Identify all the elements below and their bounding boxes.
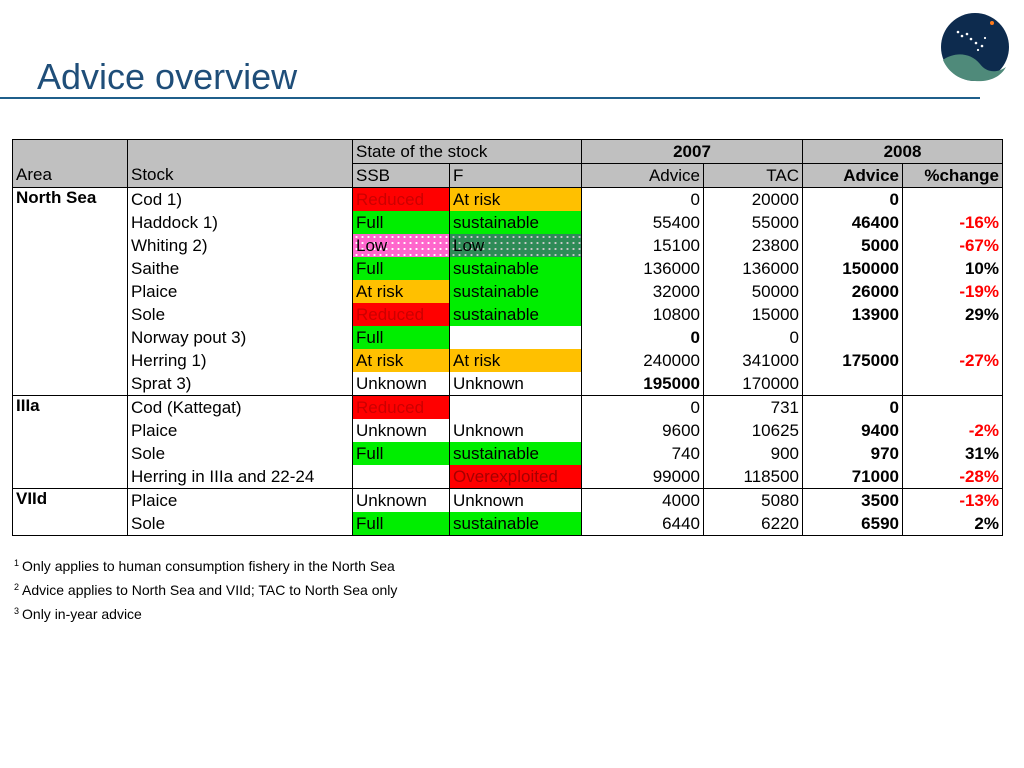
ssb-cell: Full — [353, 442, 450, 465]
advice-2008-cell: 150000 — [803, 257, 903, 280]
header-f: F — [450, 164, 582, 188]
header-state-of-stock: State of the stock — [353, 140, 582, 164]
advice-2008-cell — [803, 372, 903, 396]
table-row — [13, 489, 1003, 513]
ssb-cell: Full — [353, 512, 450, 536]
change-cell: -19% — [903, 280, 1003, 303]
change-cell: 29% — [903, 303, 1003, 326]
stock-cell: Haddock 1) — [128, 211, 353, 234]
advice-2007-cell: 55400 — [582, 211, 704, 234]
area-cell: VIId — [13, 489, 128, 536]
f-cell: Unknown — [450, 372, 582, 396]
footnote-mark: 3 — [14, 606, 20, 616]
stock-cell: Sole — [128, 303, 353, 326]
f-cell: sustainable — [450, 211, 582, 234]
footnote — [14, 554, 397, 578]
table-row — [13, 257, 1003, 280]
f-cell: sustainable — [450, 257, 582, 280]
table-row — [13, 303, 1003, 326]
stock-cell: Cod 1) — [128, 188, 353, 212]
header-area-top — [13, 140, 128, 164]
tac-cell: 20000 — [704, 188, 803, 212]
change-cell: -27% — [903, 349, 1003, 372]
table-row — [13, 442, 1003, 465]
header-ssb: SSB — [353, 164, 450, 188]
header-tac: TAC — [704, 164, 803, 188]
f-cell: Low — [450, 234, 582, 257]
tac-cell: 900 — [704, 442, 803, 465]
ssb-cell: At risk — [353, 349, 450, 372]
change-cell: -67% — [903, 234, 1003, 257]
f-cell — [450, 326, 582, 349]
ssb-cell — [353, 465, 450, 489]
advice-2008-cell: 175000 — [803, 349, 903, 372]
tac-cell: 341000 — [704, 349, 803, 372]
table-row — [13, 188, 1003, 212]
ssb-cell: Reduced — [353, 303, 450, 326]
change-cell — [903, 188, 1003, 212]
footnotes — [14, 554, 397, 626]
table-row — [13, 280, 1003, 303]
header-2008: 2008 — [803, 140, 1003, 164]
advice-2007-cell: 240000 — [582, 349, 704, 372]
ssb-cell: Full — [353, 326, 450, 349]
stock-cell: Norway pout 3) — [128, 326, 353, 349]
constellation-logo-icon — [940, 12, 1010, 82]
tac-cell: 55000 — [704, 211, 803, 234]
advice-2007-cell: 195000 — [582, 372, 704, 396]
advice-2007-cell: 0 — [582, 396, 704, 420]
title-divider — [0, 97, 980, 99]
tac-cell: 136000 — [704, 257, 803, 280]
advice-2007-cell: 15100 — [582, 234, 704, 257]
advice-2007-cell: 6440 — [582, 512, 704, 536]
stock-cell: Herring 1) — [128, 349, 353, 372]
tac-cell: 10625 — [704, 419, 803, 442]
area-cell: North Sea — [13, 188, 128, 396]
table-row — [13, 396, 1003, 420]
advice-2008-cell: 0 — [803, 396, 903, 420]
tac-cell: 5080 — [704, 489, 803, 513]
ssb-cell: Low — [353, 234, 450, 257]
f-cell: Unknown — [450, 489, 582, 513]
table-row — [13, 372, 1003, 396]
advice-2008-cell: 9400 — [803, 419, 903, 442]
f-cell: sustainable — [450, 512, 582, 536]
header-stock: Stock — [128, 164, 353, 188]
tac-cell: 731 — [704, 396, 803, 420]
footnote-text: Only applies to human consumption fishery in the North Sea — [22, 558, 395, 574]
stock-cell: Cod (Kattegat) — [128, 396, 353, 420]
footnote — [14, 602, 397, 626]
header-area: Area — [13, 164, 128, 188]
area-cell: IIIa — [13, 396, 128, 489]
change-cell: -13% — [903, 489, 1003, 513]
stock-cell: Plaice — [128, 489, 353, 513]
advice-2007-cell: 9600 — [582, 419, 704, 442]
footnote-mark: 2 — [14, 582, 20, 592]
f-cell: At risk — [450, 349, 582, 372]
stock-cell: Whiting 2) — [128, 234, 353, 257]
change-cell: -2% — [903, 419, 1003, 442]
advice-2008-cell: 970 — [803, 442, 903, 465]
stock-cell: Saithe — [128, 257, 353, 280]
footnote-mark: 1 — [14, 558, 20, 568]
advice-2008-cell: 26000 — [803, 280, 903, 303]
advice-2007-cell: 32000 — [582, 280, 704, 303]
tac-cell: 118500 — [704, 465, 803, 489]
stock-cell: Plaice — [128, 280, 353, 303]
advice-2007-cell: 0 — [582, 326, 704, 349]
advice-2007-cell: 0 — [582, 188, 704, 212]
change-cell: 10% — [903, 257, 1003, 280]
change-cell: 31% — [903, 442, 1003, 465]
header-advice-2007: Advice — [582, 164, 704, 188]
table-row — [13, 211, 1003, 234]
advice-2008-cell: 71000 — [803, 465, 903, 489]
change-cell — [903, 372, 1003, 396]
header-change: %change — [903, 164, 1003, 188]
tac-cell: 170000 — [704, 372, 803, 396]
tac-cell: 23800 — [704, 234, 803, 257]
header-stock-top — [128, 140, 353, 164]
advice-table — [12, 139, 1003, 536]
table-row — [13, 349, 1003, 372]
advice-2008-cell: 0 — [803, 188, 903, 212]
stock-cell: Sole — [128, 512, 353, 536]
ssb-cell: Unknown — [353, 489, 450, 513]
change-cell — [903, 396, 1003, 420]
f-cell: Unknown — [450, 419, 582, 442]
stock-cell: Sole — [128, 442, 353, 465]
ssb-cell: At risk — [353, 280, 450, 303]
advice-2007-cell: 4000 — [582, 489, 704, 513]
table-header-row-top — [13, 140, 1003, 164]
stock-cell: Herring in IIIa and 22-24 — [128, 465, 353, 489]
f-cell: sustainable — [450, 280, 582, 303]
ssb-cell: Reduced — [353, 188, 450, 212]
f-cell: sustainable — [450, 303, 582, 326]
footnote — [14, 578, 397, 602]
table-header-row-bottom — [13, 164, 1003, 188]
ssb-cell: Unknown — [353, 372, 450, 396]
advice-2008-cell — [803, 326, 903, 349]
change-cell: 2% — [903, 512, 1003, 536]
header-2007: 2007 — [582, 140, 803, 164]
f-cell: sustainable — [450, 442, 582, 465]
f-cell: At risk — [450, 188, 582, 212]
table-row — [13, 326, 1003, 349]
advice-2007-cell: 99000 — [582, 465, 704, 489]
advice-2008-cell: 3500 — [803, 489, 903, 513]
change-cell — [903, 326, 1003, 349]
ssb-cell: Full — [353, 257, 450, 280]
tac-cell: 15000 — [704, 303, 803, 326]
stock-cell: Sprat 3) — [128, 372, 353, 396]
advice-2007-cell: 10800 — [582, 303, 704, 326]
footnote-text: Advice applies to North Sea and VIId; TAC to North Sea only — [22, 582, 398, 598]
tac-cell: 50000 — [704, 280, 803, 303]
change-cell: -16% — [903, 211, 1003, 234]
header-advice-2008: Advice — [803, 164, 903, 188]
advice-2008-cell: 6590 — [803, 512, 903, 536]
tac-cell: 6220 — [704, 512, 803, 536]
advice-2008-cell: 46400 — [803, 211, 903, 234]
slide-title: Advice overview — [37, 56, 298, 97]
advice-2007-cell: 740 — [582, 442, 704, 465]
footnote-text: Only in-year advice — [22, 606, 142, 622]
table-row — [13, 234, 1003, 257]
change-cell: -28% — [903, 465, 1003, 489]
advice-2008-cell: 5000 — [803, 234, 903, 257]
table-row — [13, 465, 1003, 489]
f-cell — [450, 396, 582, 420]
f-cell: Overexploited — [450, 465, 582, 489]
ssb-cell: Full — [353, 211, 450, 234]
ssb-cell: Reduced — [353, 396, 450, 420]
table-row — [13, 512, 1003, 536]
stock-cell: Plaice — [128, 419, 353, 442]
advice-2008-cell: 13900 — [803, 303, 903, 326]
table-row — [13, 419, 1003, 442]
ssb-cell: Unknown — [353, 419, 450, 442]
tac-cell: 0 — [704, 326, 803, 349]
advice-2007-cell: 136000 — [582, 257, 704, 280]
